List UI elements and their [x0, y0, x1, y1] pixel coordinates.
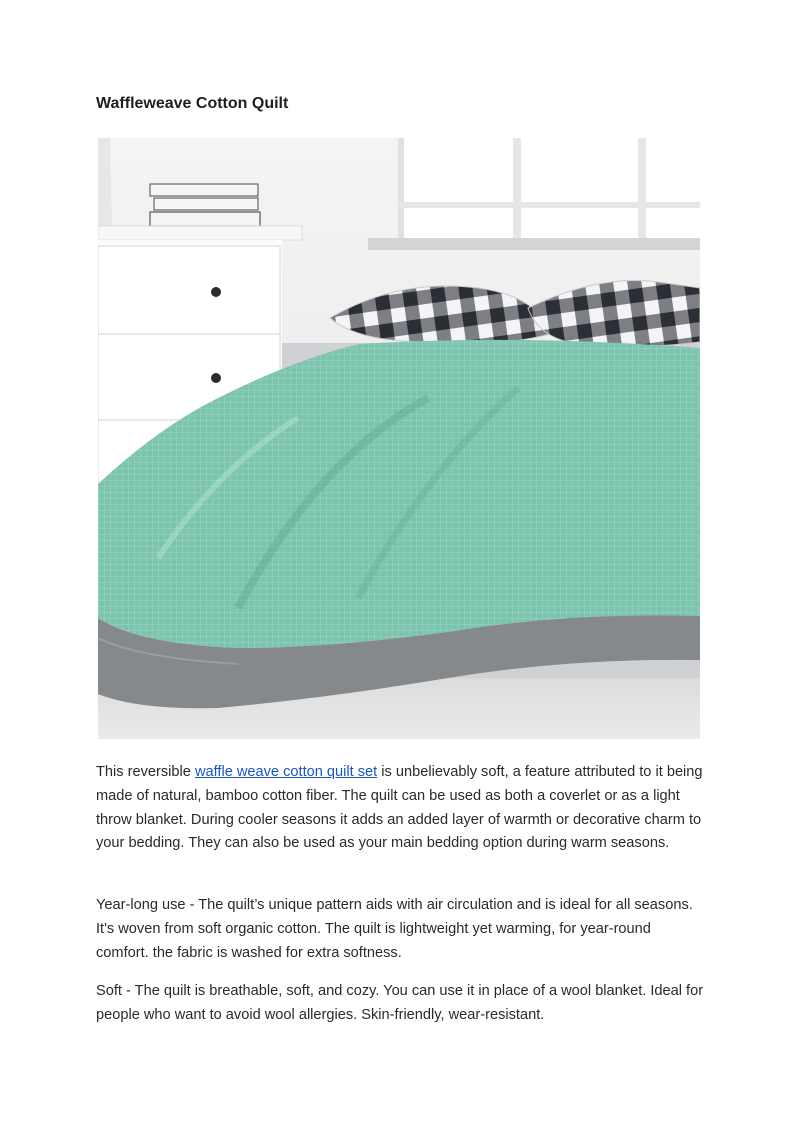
- year-long-use-paragraph: Year-long use - The quilt’s unique pattern aids with air circulation and is ideal for all seasons. It's woven from soft organic cotton. The quilt is lightweight yet warming, for year-round comfort. the fabric is washed for extra softness.: [96, 897, 693, 961]
- product-image: [98, 138, 700, 739]
- p1-text-before: This reversible: [96, 764, 195, 780]
- page-title: Waffleweave Cotton Quilt: [96, 95, 289, 112]
- quilt-set-link[interactable]: waffle weave cotton quilt set: [194, 764, 378, 780]
- books: [150, 184, 260, 226]
- intro-paragraph: [96, 761, 706, 856]
- p1-text-after: is unbelievably soft, a feature attributed to it being made of natural, bamboo cotton fiber. The quilt can be used as both a coverlet or as a light throw blanket. During cooler seasons it adds an added layer of warmth or decorative charm to your bedding. They can also be used as your main bedding option during warm seasons.: [96, 764, 703, 852]
- window: [368, 138, 700, 250]
- soft-paragraph: Soft - The quilt is breathable, soft, and cozy. You can use it in place of a wool blanket. Ideal for people who want to avoid wool allergies. Skin-friendly, wear-resistant.: [96, 983, 704, 1023]
